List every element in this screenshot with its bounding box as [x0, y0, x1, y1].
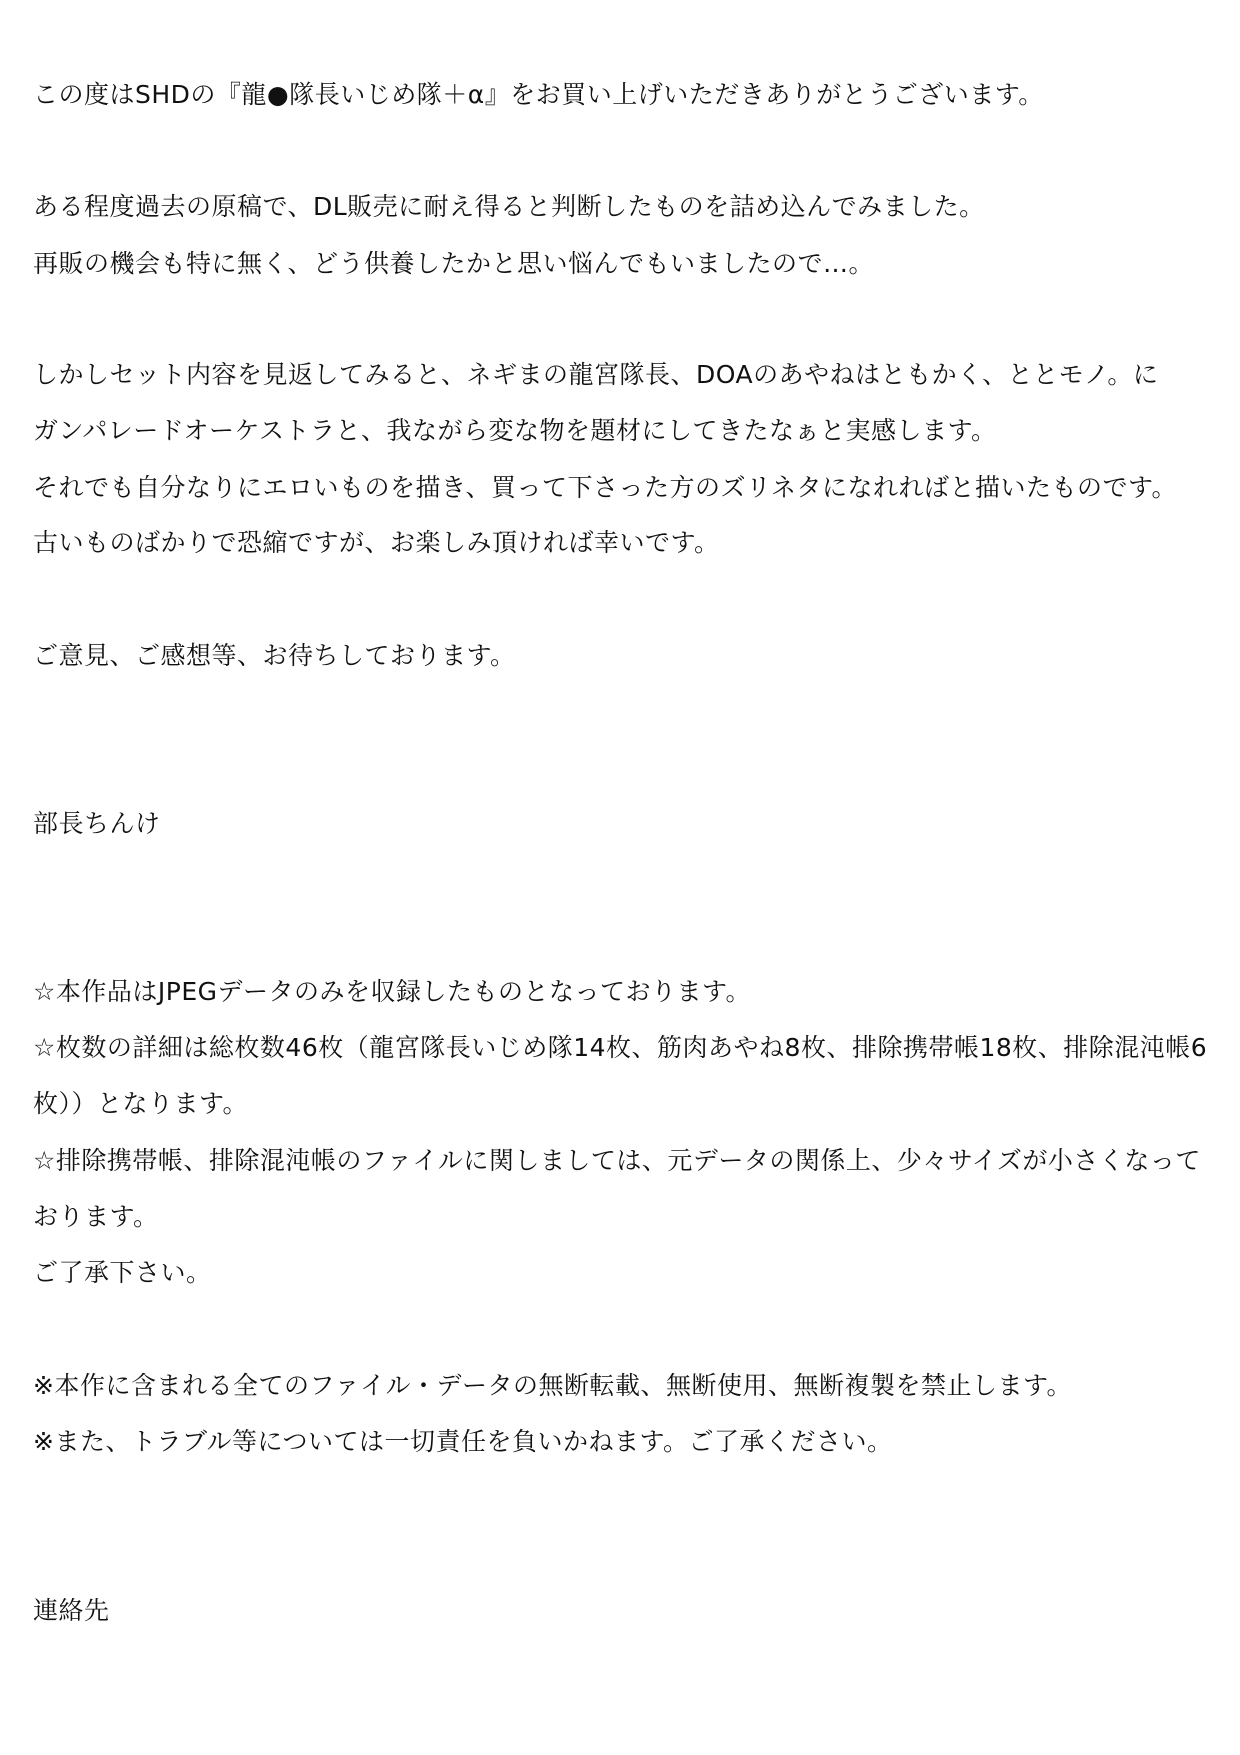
body-line: しかしセット内容を見返してみると、ネギまの龍宮隊長、DOAのあやねはともかく、ととモノ。に	[33, 360, 1159, 389]
warning-line: ※また、トラブル等については一切責任を負いかねます。ご了承ください。	[33, 1427, 893, 1456]
body-line: ガンパレードオーケストラと、我ながら変な物を題材にしてきたなぁと実感します。	[33, 416, 997, 445]
note-line: ☆本作品はJPEGデータのみを収録したものとなっております。	[33, 977, 752, 1006]
note-line: ☆排除携帯帳、排除混沌帳のファイルに関しましては、元データの関係上、少々サイズが小さくなって	[33, 1146, 1201, 1175]
warning-line: ※本作に含まれる全てのファイル・データの無断転載、無断使用、無断複製を禁止します。	[33, 1371, 1072, 1400]
note-line: 枚））となります。	[33, 1089, 249, 1118]
feedback-text: ご意見、ご感想等、お待ちしております。	[33, 641, 516, 670]
signature: 部長ちんけ	[33, 809, 161, 838]
body-line: 古いものばかりで恐縮ですが、お楽しみ頂ければ幸いです。	[33, 528, 720, 557]
body-line: それでも自分なりにエロいものを描き、買って下さった方のズリネタになれればと描いたものです。	[33, 473, 1178, 502]
greeting-text: この度はSHDの『龍●隊長いじめ隊＋α』をお買い上げいただきありがとうございます。	[33, 80, 1044, 109]
contact-label: 連絡先	[33, 1596, 110, 1625]
intro-line: 再販の機会も特に無く、どう供養したかと思い悩んでもいましたので…。	[33, 249, 875, 278]
note-line: ☆枚数の詳細は総枚数46枚（龍宮隊長いじめ隊14枚、筋肉あやね8枚、排除携帯帳18枚、排除混沌帳6	[33, 1033, 1208, 1062]
intro-line: ある程度過去の原稿で、DL販売に耐え得ると判断したものを詰め込んでみました。	[33, 192, 985, 221]
note-line: おります。	[33, 1202, 159, 1231]
note-line: ご了承下さい。	[33, 1258, 212, 1287]
